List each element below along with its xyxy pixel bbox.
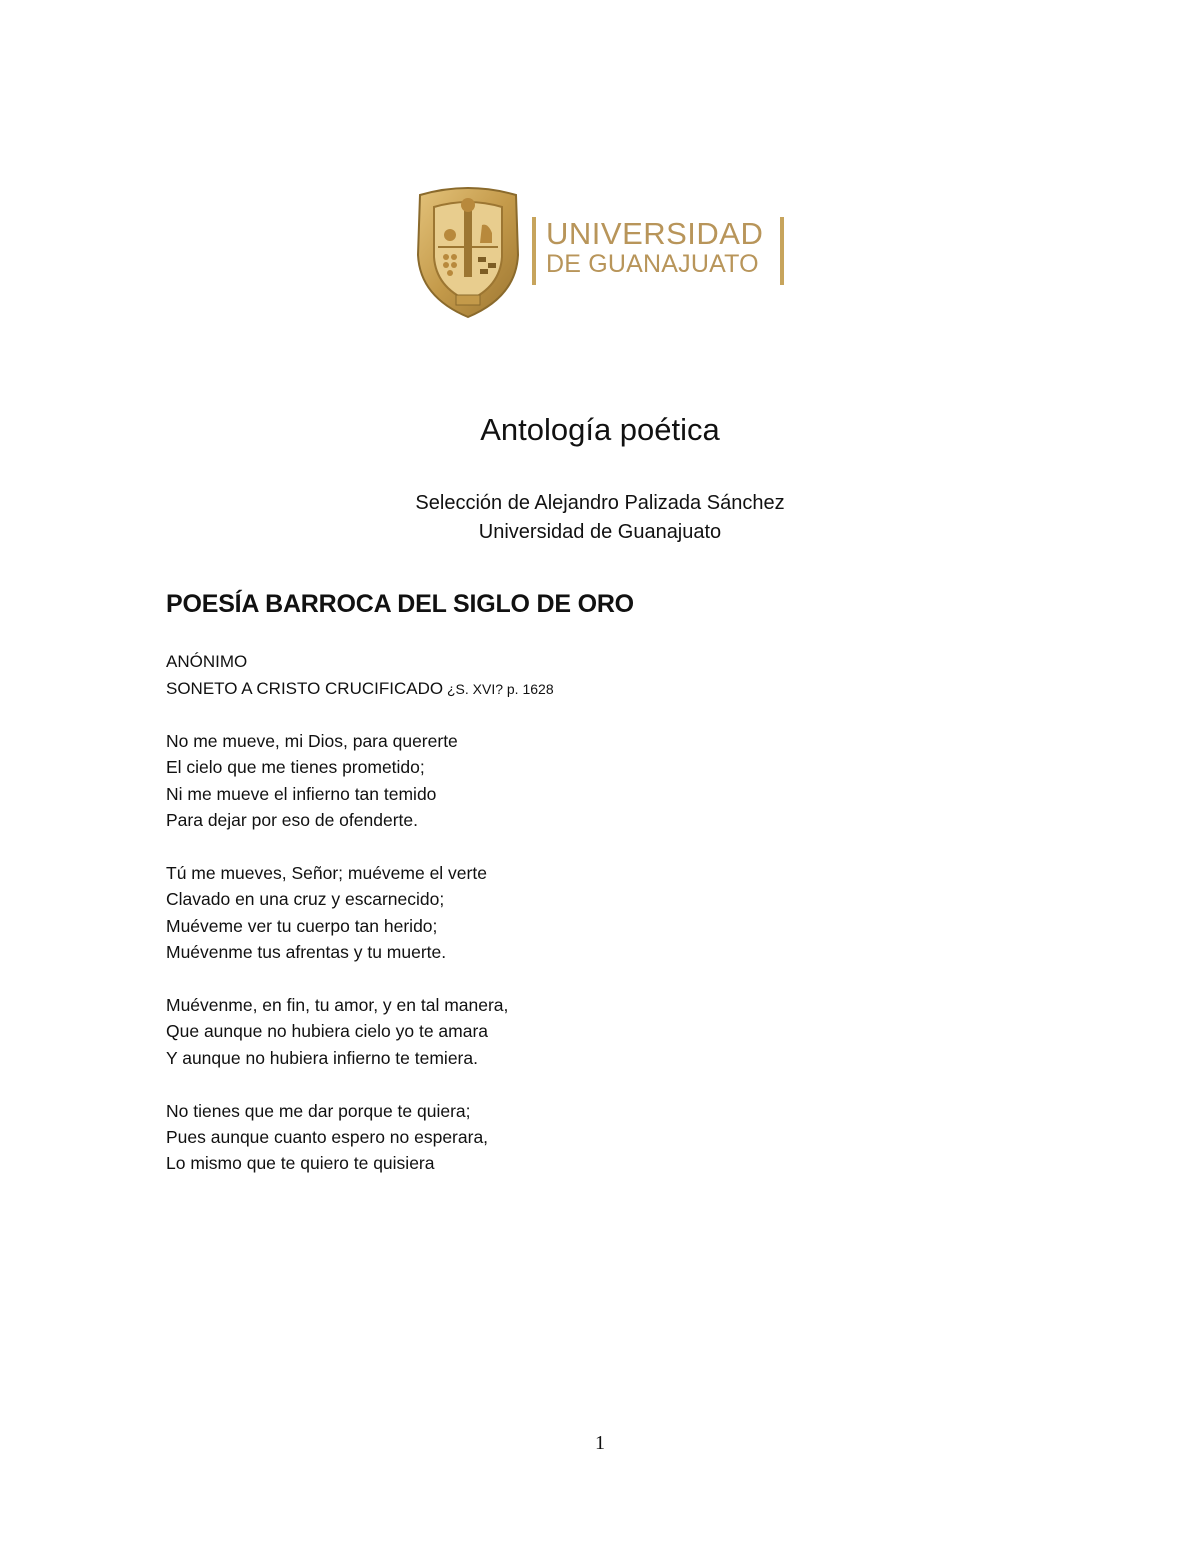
poem-stanza — [166, 992, 508, 1071]
section-heading: POESÍA BARROCA DEL SIGLO DE ORO — [166, 590, 634, 618]
poem-title: SONETO A CRISTO CRUCIFICADO — [166, 679, 444, 698]
poem-verse: No tienes que me dar porque te quiera; — [166, 1100, 471, 1121]
poem-verse: Muévenme tus afrentas y tu muerte. — [166, 942, 447, 963]
poem-stanza — [166, 1098, 508, 1177]
document-title: Antología poética — [480, 412, 720, 447]
page-number: 1 — [595, 1432, 605, 1454]
poem-verse: Muévenme, en fin, tu amor, y en tal manera, — [166, 995, 509, 1016]
poem-verse: Que aunque no hubiera cielo yo te amara — [166, 1021, 489, 1042]
institution-credit: Universidad de Guanajuato — [478, 521, 722, 543]
university-logo — [412, 185, 784, 320]
poem-author: ANÓNIMO — [166, 652, 248, 671]
university-seal-icon — [412, 185, 524, 320]
logo-line-universidad: UNIVERSIDAD — [546, 216, 764, 251]
poem-body — [166, 728, 508, 1203]
poem-title-line — [166, 675, 554, 703]
poem-verse: El cielo que me tienes prometido; — [166, 757, 425, 778]
poem-verse: Muéveme ver tu cuerpo tan herido; — [166, 915, 438, 936]
poem-verse: Ni me mueve el infierno tan temido — [166, 783, 437, 804]
poem-verse: Lo mismo que te quiero te quisiera — [166, 1153, 435, 1174]
logo-line-guanajuato: DE GUANAJUATO — [546, 250, 759, 278]
poem-verse: Clavado en una cruz y escarnecido; — [166, 889, 445, 910]
poem-verse: Y aunque no hubiera infierno te temiera. — [166, 1047, 478, 1068]
poem-date-note: ¿S. XVI? p. 1628 — [443, 681, 554, 697]
poem-verse: Pues aunque cuanto espero no esperara, — [166, 1127, 489, 1148]
poem-verse: Para dejar por eso de ofenderte. — [166, 810, 418, 831]
poem-verse: Tú me mueves, Señor; muéveme el verte — [166, 863, 487, 884]
logo-wordmark — [532, 217, 784, 285]
poem-verse: No me mueve, mi Dios, para quererte — [166, 731, 458, 751]
compiler-credit: Selección de Alejandro Palizada Sánchez — [415, 492, 785, 514]
poem-stanza — [166, 728, 508, 834]
poem-stanza — [166, 860, 508, 966]
